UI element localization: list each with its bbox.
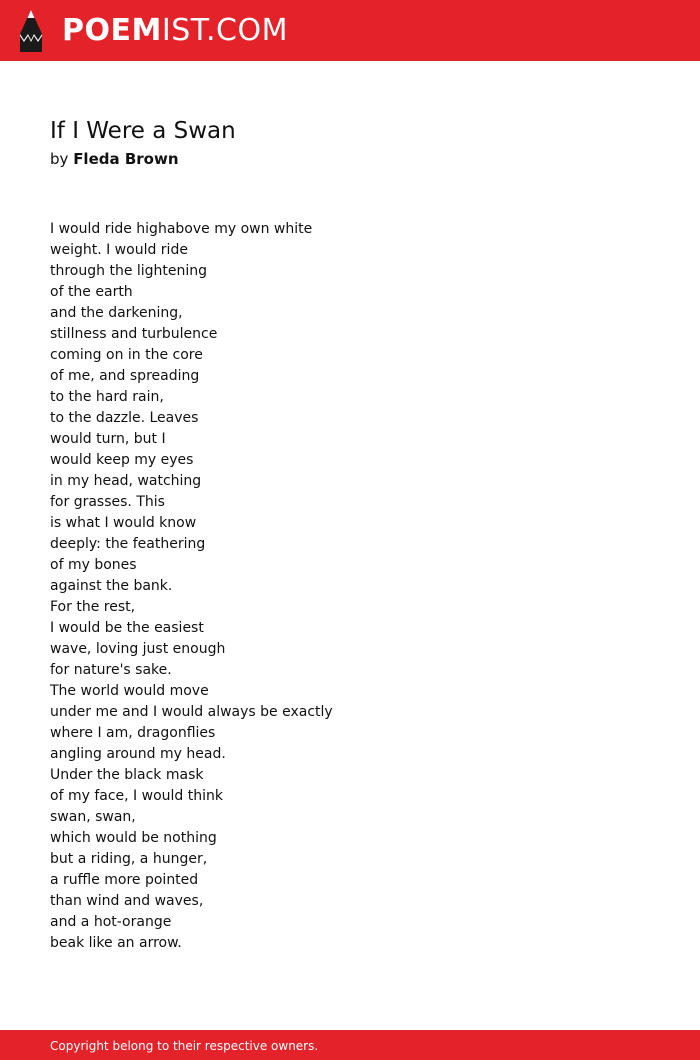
by-label: by — [50, 150, 69, 168]
poem-line: through the lightening — [50, 263, 208, 279]
footer-bar — [0, 1030, 700, 1060]
poem-line: would turn, but I — [50, 431, 166, 447]
byline — [50, 148, 179, 170]
poem-line: of me, and spreading — [50, 368, 200, 384]
poem-line: I would ride highabove my own white — [50, 221, 313, 237]
header-bar — [0, 0, 700, 61]
poem-line: for grasses. This — [50, 494, 165, 510]
site-logo-text — [62, 12, 288, 50]
poem-line: to the dazzle. Leaves — [50, 410, 199, 426]
poem-line: a ruffle more pointed — [50, 872, 199, 888]
poem-line: of the earth — [50, 284, 133, 300]
poem-line: weight. I would ride — [50, 242, 188, 258]
poem-line: and a hot-orange — [50, 914, 172, 930]
poem-line: and the darkening, — [50, 305, 183, 321]
poem-line: of my face, I would think — [50, 788, 223, 804]
poem-line: swan, swan, — [50, 809, 136, 825]
poem-line: in my head, watching — [50, 473, 202, 489]
poem-line: against the bank. — [50, 578, 173, 594]
poem-line: beak like an arrow. — [50, 935, 182, 951]
poem-line: I would be the easiest — [50, 620, 204, 636]
poem-line: would keep my eyes — [50, 452, 194, 468]
poem-title: If I Were a Swan — [50, 118, 236, 144]
poem-line: but a riding, a hunger, — [50, 851, 208, 867]
brand-light: IST.COM — [161, 13, 288, 48]
poem-line: angling around my head. — [50, 746, 226, 762]
poem-line: where I am, dragonflies — [50, 725, 216, 741]
poem-line: wave, loving just enough — [50, 641, 226, 657]
brand-bold: POEM — [62, 13, 162, 48]
poem-line: deeply: the feathering — [50, 536, 206, 552]
poem-line: coming on in the core — [50, 347, 203, 363]
poem-line: which would be nothing — [50, 830, 217, 846]
pencil-tip-icon — [18, 10, 44, 52]
poem-line: For the rest, — [50, 599, 136, 615]
poem-line: under me and I would always be exactly — [50, 704, 333, 720]
poem-line: for nature's sake. — [50, 662, 172, 678]
poem-line: than wind and waves, — [50, 893, 204, 909]
poem-line: Under the black mask — [50, 767, 204, 783]
poem-line: The world would move — [50, 683, 209, 699]
poem-line: of my bones — [50, 557, 137, 573]
poem-line: stillness and turbulence — [50, 326, 218, 342]
poem-line: is what I would know — [50, 515, 197, 531]
poem-line: to the hard rain, — [50, 389, 164, 405]
poem-body — [50, 219, 333, 954]
copyright-text: Copyright belong to their respective owners. — [50, 1039, 319, 1053]
author-name[interactable]: Fleda Brown — [73, 150, 179, 168]
